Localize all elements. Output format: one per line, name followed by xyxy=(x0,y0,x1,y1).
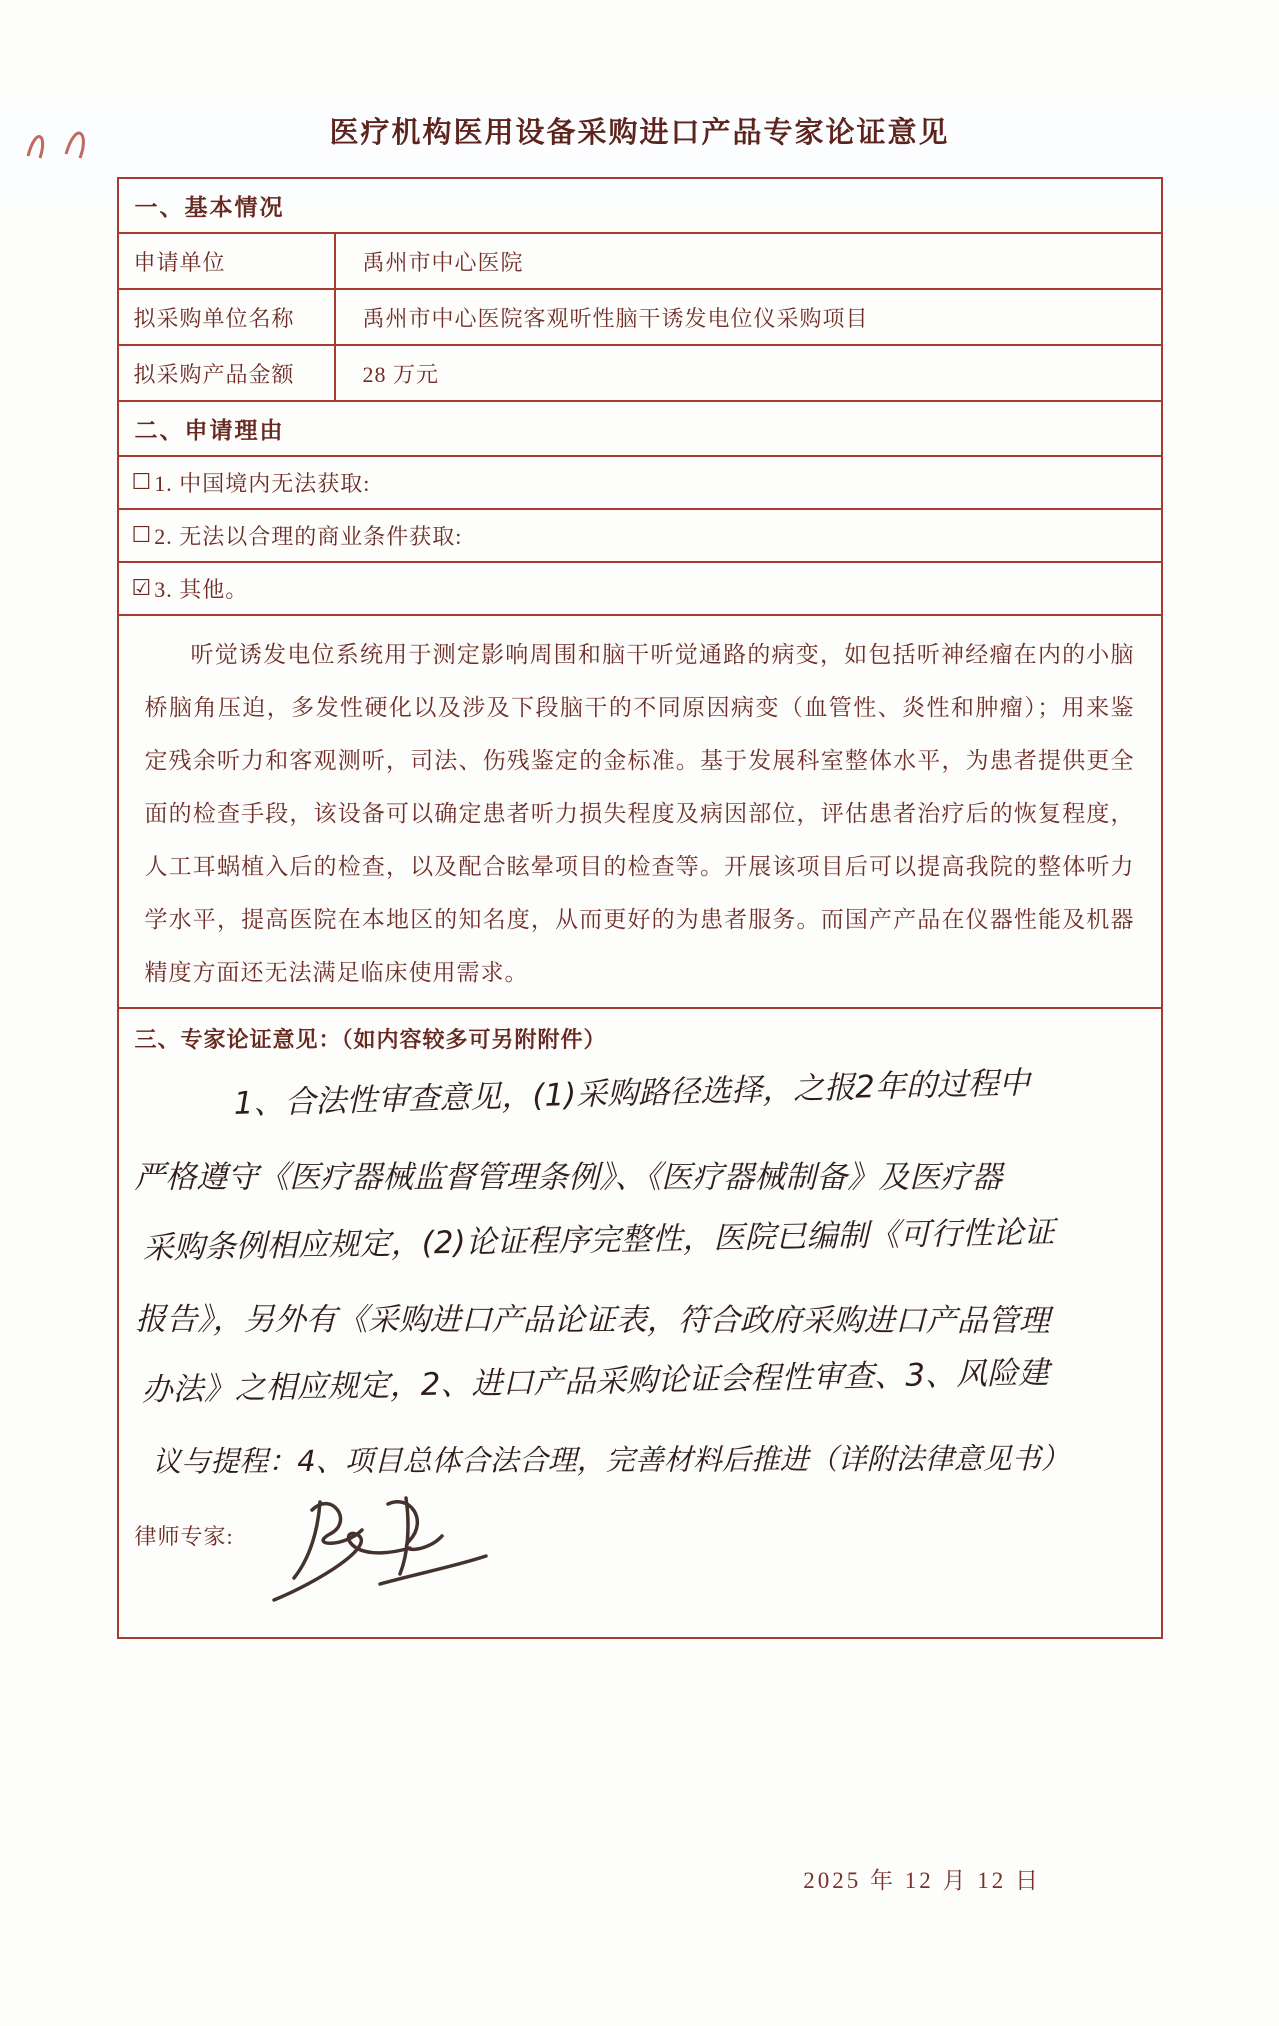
reason-option-1-label: 1. 中国境内无法获取: xyxy=(154,471,371,496)
reason-option-2-label: 2. 无法以合理的商业条件获取: xyxy=(154,524,463,549)
table-row-project-name xyxy=(119,290,1161,346)
opinion-form-table xyxy=(117,177,1163,1639)
lawyer-signature xyxy=(260,1482,500,1612)
handwritten-line: 严格遵守《医疗器械监督管理条例》、《医疗器械制备》及医疗器 xyxy=(133,1159,1002,1196)
section-reason-header: 二、申请理由 xyxy=(119,402,1161,457)
page-title: 医疗机构医用设备采购进口产品专家论证意见 xyxy=(329,117,950,149)
handwritten-line: 采购条例相应规定，(2)论证程序完整性，医院已编制《可行性论证 xyxy=(141,1214,1055,1267)
expert-opinion-cell xyxy=(119,1009,1161,1637)
reason-option-1 xyxy=(119,457,1161,510)
reason-option-2 xyxy=(119,510,1161,563)
section-basic-info-header: 一、基本情况 xyxy=(119,179,1161,234)
amount-label: 拟采购产品金额 xyxy=(119,346,336,400)
reason-option-3 xyxy=(119,563,1161,616)
checkbox-checked-icon: ☑ xyxy=(131,576,153,601)
applicant-label: 申请单位 xyxy=(119,234,336,288)
reason-option-3-label: 3. 其他。 xyxy=(154,577,249,602)
reason-paragraph-cell xyxy=(119,616,1161,1009)
project-name-value: 禹州市中心医院客观听性脑干诱发电位仪采购项目 xyxy=(362,305,869,331)
amount-value: 28 万元 xyxy=(362,361,440,387)
lawyer-expert-label: 律师专家: xyxy=(134,1524,234,1549)
handwritten-line: 报告》，另外有《采购进口产品论证表，符合政府采购进口产品管理 xyxy=(134,1301,1050,1340)
project-name-label: 拟采购单位名称 xyxy=(119,290,336,344)
reason-paragraph-text: 听觉诱发电位系统用于测定影响周围和脑干听觉通路的病变，如包括听神经瘤在内的小脑桥脑角压迫，多发性硬化以及涉及下段脑干的不同原因病变（血管性、炎性和肿瘤）；用来鉴定残余听力和客观测听，司法、伤残鉴定的金标准。基于发展科室整体水平，为患者提供更全面的检查手段，该设备可以确定患者听力损失程度及病因部位，评估患者治疗后的恢复程度，人工耳蜗植入后的检查，以及配合眩晕项目的检查等。开展该项目后可以提高我院的整体听力学水平，提高医院在本地区的知名度，从而更好的为患者服务。而国产产品在仪器性能及机器精度方面还无法满足临床使用需求。 xyxy=(144,642,1135,985)
table-row-applicant xyxy=(119,234,1161,290)
handwritten-line: 议与提程：4、项目总体合法合理，完善材料后推进（详附法律意见书） xyxy=(151,1441,1070,1479)
applicant-value: 禹州市中心医院 xyxy=(362,249,524,275)
handwritten-opinion xyxy=(133,1064,1146,1497)
document-date: 2025 年 12 月 12 日 xyxy=(803,1868,1041,1893)
signer-row xyxy=(135,1498,1145,1612)
section-expert-header: 三、专家论证意见：（如内容较多可另附附件） xyxy=(134,1027,607,1052)
handwritten-line: 办法》之相应规定，2、进口产品采购论证会程性审查、3、风险建 xyxy=(140,1354,1049,1409)
table-row-amount xyxy=(119,346,1161,402)
handwritten-line: 1、合法性审查意见，(1)采购路径选择，之报2年的过程中 xyxy=(232,1065,1030,1122)
checkbox-unchecked-icon: ☐ xyxy=(131,523,153,548)
checkbox-unchecked-icon: ☐ xyxy=(131,470,153,495)
